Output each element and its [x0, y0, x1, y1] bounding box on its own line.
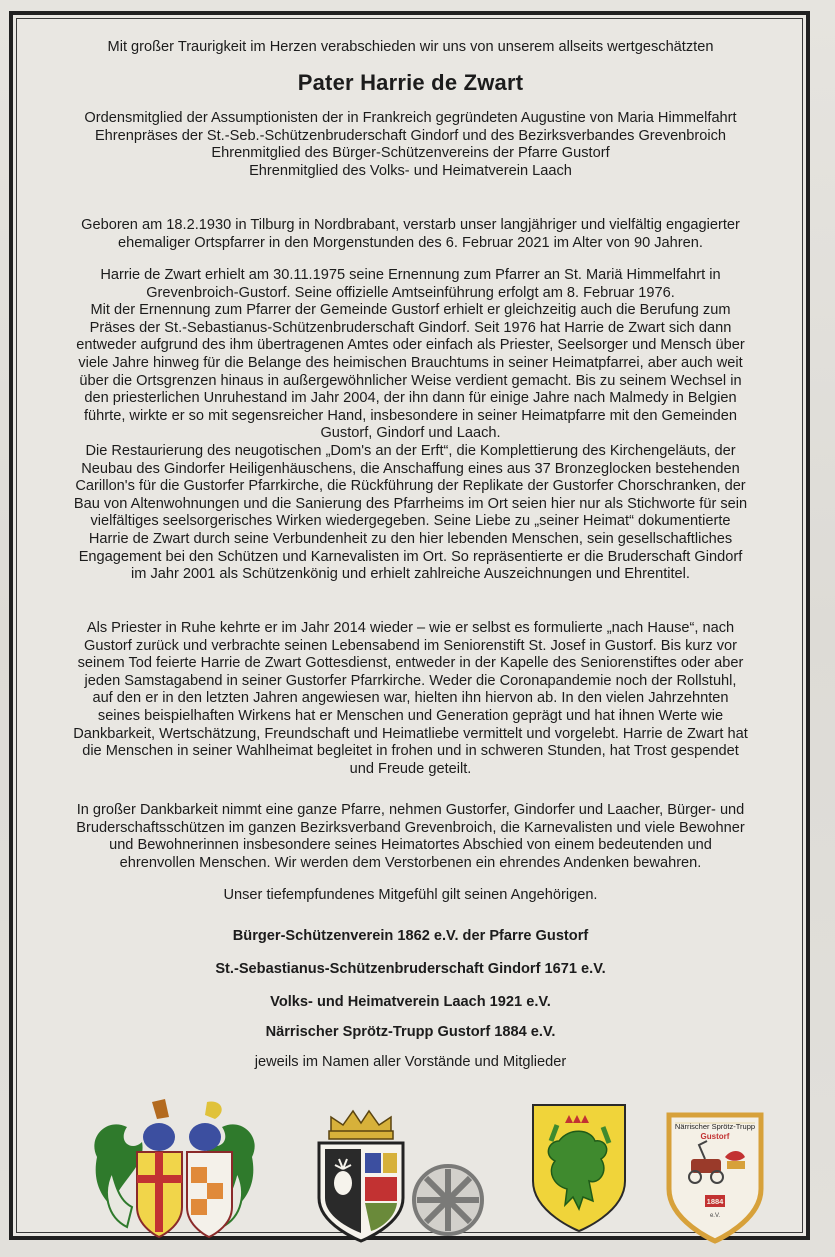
logo4-year: 1884 [706, 1197, 724, 1206]
signatory: St.-Sebastianus-Schützenbruderschaft Gindorf 1671 e.V. [215, 961, 606, 977]
spruetz-trupp-shield-icon [665, 1111, 765, 1245]
title-line: Ehrenpräses der St.-Seb.-Schützenbruderschaft Gindorf und des Bezirksverbandes Grevenbroich [94, 127, 727, 144]
cross-emblem-icon [409, 1161, 487, 1239]
text-line: Grevenbroich-Gustorf. Seine offizielle Amtseinführung erfolgt am 8. Februar 1976. [146, 284, 675, 301]
obituary-inner-border [16, 18, 803, 1233]
text-line: im Jahr 2001 als Schützenkönig und erhielt zahlreiche Auszeichnungen und Ehrentitel. [131, 566, 690, 583]
honorary-titles [17, 110, 804, 180]
text-line: den priesterlichen Unruhestand im Jahr 2004, der ihn dann für einige Jahre nach Malmedy in Belgien [84, 390, 737, 407]
text-line: vielfältiges seelsorgerisches Wirken wiedergegeben. Seine Liebe zu „seiner Heimat“ dokumentierte [90, 513, 731, 530]
paragraph-retirement [17, 620, 804, 778]
text-line: ehrenvollen Menschen. Wir werden dem Verstorbenen ein ehrendes Andenken bewahren. [119, 854, 702, 871]
text-line: entweder aufgrund des ihm übertragenen Amtes oder einfach als Priester, Seelsorger und Mensch über [76, 337, 745, 354]
intro-line: Mit großer Traurigkeit im Herzen verabschieden wir uns von unserem allseits wertgeschätzten [107, 39, 714, 55]
text-line: In großer Dankbarkeit nimmt eine ganze Pfarre, nehmen Gustorfer, Gindorfer und Laacher, Bürger- und [76, 802, 745, 818]
text-line: und Freude geteilt. [349, 760, 472, 777]
text-line: Gustorf, Gindorf und Laach. [320, 425, 501, 442]
deceased-name: Pater Harrie de Zwart [297, 70, 524, 95]
buergerschuetzen-crest-icon [87, 1097, 262, 1245]
text-line: jeden Samstagabend in seiner Gustorfer Pfarrkirche. Weder die Coronapandemie noch der Rollstuhl, [84, 672, 737, 689]
text-line: Mit der Ernennung zum Pfarrer der Gemeinde Gustorf erhielt er gleichzeitig auch die Berufung zum [90, 302, 731, 319]
text-line: Bau von Altenwohnungen und die Sanierung des Pfarrheims im Ort seien hier nur als Stichworte für sein [73, 495, 748, 512]
club-logos [17, 1087, 804, 1247]
signatory: Bürger-Schützenverein 1862 e.V. der Pfarre Gustorf [232, 928, 589, 944]
text-line: die Menschen in seiner Wahlheimat begleitet in frohen und in schweren Stunden, hat Trost gespendet [82, 743, 739, 760]
obituary-frame [9, 11, 810, 1240]
logo4-suffix: e.V. [709, 1213, 721, 1219]
title-line: Ehrenmitglied des Volks- und Heimatverein Laach [249, 162, 572, 179]
text-line: Geboren am 18.2.1930 in Tilburg in Nordbrabant, verstarb unser langjähriger und vielfältig engagierter [81, 217, 740, 233]
title-line: Ehrenmitglied des Bürger-Schützenvereins der Pfarre Gustorf [211, 145, 610, 162]
paragraph-gratitude [17, 802, 804, 872]
sebastianus-shield-icon [311, 1103, 411, 1245]
paragraph-career [17, 267, 804, 584]
text-line: führte, wirkte er so mit segensreicher Hand, insbesondere in seiner Heimatpfarre mit den Gemeinden [84, 407, 737, 424]
text-line: und Bewohnerinnen insbesondere seines Heimatortes Abschied von einem bedeutenden und [109, 837, 712, 854]
text-line: Harrie de Zwart durch seine Verbundenheit zu den hier lebenden Menschen, sein gesellschaftliches [88, 530, 733, 547]
text-line: Engagement bei den Schützen und Karnevalisten im Ort. So repräsentierte er die Bruderschaft Gindorf [78, 548, 743, 565]
text-line: Harrie de Zwart erhielt am 30.11.1975 seine Ernennung zum Pfarrer an St. Mariä Himmelfahrt in [100, 267, 721, 283]
signatory: Volks- und Heimatverein Laach 1921 e.V. [270, 994, 551, 1010]
text-line: Neubau des Gindorfer Heiligenhäuschens, die Anschaffung eines aus 37 Bronzeglocken bestehenden [81, 460, 740, 477]
text-line: Bruderschaftsschützen im ganzen Bezirksverband Grevenbroich, die Karnevalisten und viele Bewohner [76, 819, 745, 836]
text-line: auf den er in den letzten Jahren angewiesen war, hielten ihn hiervon ab. In den vielen Jahrzehnten [92, 690, 729, 707]
text-line: seines beispielhaften Wirkens hat er Menschen und Generation geprägt und hat ihnen Werte wie [97, 707, 724, 724]
text-line: Dankbarkeit, Wertschätzung, Freundschaft und Heimatliebe vermittelt und vorgelebt. Harrie de Zwart hat [73, 725, 748, 742]
condolence-line: Unser tiefempfundenes Mitgefühl gilt seinen Angehörigen. [223, 887, 598, 903]
text-line: Die Restaurierung des neugotischen „Dom's an der Erft“, die Komplettierung des Kirchengeläuts, der [85, 442, 736, 459]
signatory: Närrischer Sprötz-Trupp Gustorf 1884 e.V. [265, 1024, 556, 1040]
text-line: seinem Tod feierte Harrie de Zwart Gottesdienst, entweder in der Kapelle des Seniorenstiftes oder aber [77, 655, 744, 672]
logo4-town: Gustorf [700, 1132, 730, 1141]
closing-line: jeweils im Namen aller Vorstände und Mitglieder [254, 1054, 567, 1070]
paragraph-birth-death [17, 217, 804, 252]
text-line: viele Jahre hinweg für die Belange des heimischen Brauchtums in seiner Heimatpfarrei, aber auch weit [78, 354, 743, 371]
laach-coat-of-arms-icon [529, 1101, 629, 1235]
title-line: Ordensmitglied der Assumptionisten der in Frankreich gegründeten Augustine von Maria Himmelfahrt [84, 110, 737, 126]
text-line: ehemaliger Ortspfarrer in den Morgenstunden des 6. Februar 2021 im Alter von 90 Jahren. [118, 234, 703, 251]
logo4-name: Närrischer Sprötz-Trupp [674, 1122, 756, 1131]
text-line: Präses der St.-Sebastianus-Schützenbruderschaft Gindorf. Seit 1976 hat Harrie de Zwart sich dann [89, 319, 732, 336]
text-line: Gustorf zurück und verbrachte seinen Lebensabend im Seniorenstift St. Josef in Gustorf. Bis kurz vor [84, 637, 737, 654]
text-line: Carillon's für die Gustorfer Pfarrkirche, die Rückführung der Replikate der Gustorfer Chorschranken, der [75, 478, 746, 495]
text-line: Als Priester in Ruhe kehrte er im Jahr 2014 wieder – wie er selbst es formulierte „nach Hause“, nach [86, 620, 735, 636]
text-line: über die Ortsgrenzen hinaus in außergewöhnlicher Weise verdient gemacht. Bis zu seinem Wechsel in [79, 372, 742, 389]
